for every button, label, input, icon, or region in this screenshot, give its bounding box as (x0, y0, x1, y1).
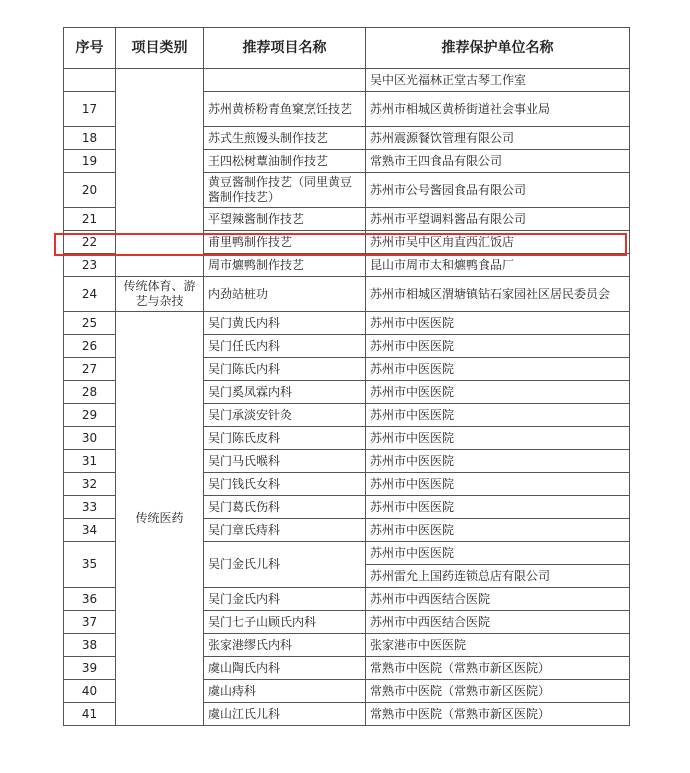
project-name-cell: 吴门金氏内科 (204, 588, 366, 611)
row-number: 26 (64, 335, 116, 358)
protection-unit-cell: 常熟市中医院（常熟市新区医院） (366, 657, 630, 680)
project-name-cell: 虞山痔科 (204, 680, 366, 703)
project-name-cell: 内劲站桩功 (204, 277, 366, 312)
row-number: 32 (64, 473, 116, 496)
row-number: 34 (64, 519, 116, 542)
table-row (64, 277, 630, 312)
row-number: 30 (64, 427, 116, 450)
category-cell: 传统医药 (116, 312, 204, 726)
project-name-cell: 吴门钱氏女科 (204, 473, 366, 496)
protection-unit-cell: 苏州市中医医院 (366, 335, 630, 358)
category-cell: 传统体育、游艺与杂技 (116, 277, 204, 312)
protection-unit-cell: 苏州市平望调料酱品有限公司 (366, 208, 630, 231)
row-number: 28 (64, 381, 116, 404)
row-number: 19 (64, 150, 116, 173)
row-number: 41 (64, 703, 116, 726)
protection-unit-cell: 苏州市中西医结合医院 (366, 588, 630, 611)
protection-unit-cell: 苏州市中西医结合医院 (366, 611, 630, 634)
project-name-cell: 吴门奚凤霖内科 (204, 381, 366, 404)
row-number: 40 (64, 680, 116, 703)
row-number: 38 (64, 634, 116, 657)
protection-unit-cell: 苏州市中医医院 (366, 450, 630, 473)
row-number: 36 (64, 588, 116, 611)
row-number: 35 (64, 542, 116, 588)
protection-unit-cell: 苏州市中医医院 (366, 381, 630, 404)
project-name-cell: 吴门陈氏皮科 (204, 427, 366, 450)
row-number: 22 (64, 231, 116, 254)
protection-unit-cell: 苏州市中医医院 (366, 542, 630, 565)
row-number: 17 (64, 92, 116, 127)
project-name-cell: 吴门章氏痔科 (204, 519, 366, 542)
project-name-cell: 王四松树蕈油制作技艺 (204, 150, 366, 173)
protection-unit-cell: 常熟市王四食品有限公司 (366, 150, 630, 173)
row-number: 21 (64, 208, 116, 231)
heritage-table (63, 27, 630, 726)
protection-unit-cell: 苏州市相城区黄桥街道社会事业局 (366, 92, 630, 127)
project-name-cell: 苏州黄桥粉青鱼窠烹饪技艺 (204, 92, 366, 127)
project-name-cell: 虞山江氏儿科 (204, 703, 366, 726)
category-cell (116, 69, 204, 277)
project-name-cell: 吴门葛氏伤科 (204, 496, 366, 519)
project-name-cell: 苏式生煎馒头制作技艺 (204, 127, 366, 150)
protection-unit-cell: 苏州震源餐饮管理有限公司 (366, 127, 630, 150)
row-number: 23 (64, 254, 116, 277)
project-name-cell: 张家港缪氏内科 (204, 634, 366, 657)
protection-unit-cell: 苏州市吴中区甪直西汇饭店 (366, 231, 630, 254)
protection-unit-cell: 常熟市中医院（常熟市新区医院） (366, 680, 630, 703)
protection-unit-cell: 张家港市中医医院 (366, 634, 630, 657)
project-name-cell: 吴门陈氏内科 (204, 358, 366, 381)
project-name-cell: 吴门金氏儿科 (204, 542, 366, 588)
row-number: 20 (64, 173, 116, 208)
protection-unit-cell: 常熟市中医院（常熟市新区医院） (366, 703, 630, 726)
row-number: 31 (64, 450, 116, 473)
project-name-cell: 甫里鸭制作技艺 (204, 231, 366, 254)
protection-unit-cell: 苏州市中医医院 (366, 519, 630, 542)
protection-unit-cell: 苏州雷允上国药连锁总店有限公司 (366, 565, 630, 588)
row-number (64, 69, 116, 92)
project-name-cell: 吴门承淡安针灸 (204, 404, 366, 427)
project-name-cell: 虞山陶氏内科 (204, 657, 366, 680)
row-number: 37 (64, 611, 116, 634)
protection-unit-cell: 苏州市中医医院 (366, 427, 630, 450)
protection-unit-cell: 苏州市中医医院 (366, 312, 630, 335)
protection-unit-cell: 苏州市公号酱园食品有限公司 (366, 173, 630, 208)
project-name-cell: 吴门马氏喉科 (204, 450, 366, 473)
protection-unit-cell: 苏州市中医医院 (366, 404, 630, 427)
row-number: 25 (64, 312, 116, 335)
row-number: 27 (64, 358, 116, 381)
table-row (64, 312, 630, 335)
row-number: 39 (64, 657, 116, 680)
table-row (64, 69, 630, 92)
project-name-cell: 黄豆酱制作技艺（同里黄豆酱制作技艺） (204, 173, 366, 208)
project-name-cell: 平望辣酱制作技艺 (204, 208, 366, 231)
header-number: 序号 (64, 28, 116, 69)
protection-unit-cell: 苏州市中医医院 (366, 473, 630, 496)
row-number: 29 (64, 404, 116, 427)
row-number: 18 (64, 127, 116, 150)
project-name-cell: 周市爊鸭制作技艺 (204, 254, 366, 277)
row-number: 24 (64, 277, 116, 312)
project-name-cell: 吴门七子山顾氏内科 (204, 611, 366, 634)
header-category: 项目类别 (116, 28, 204, 69)
header-protection-unit: 推荐保护单位名称 (366, 28, 630, 69)
row-number: 33 (64, 496, 116, 519)
protection-unit-cell: 苏州市相城区渭塘镇钻石家园社区居民委员会 (366, 277, 630, 312)
project-name-cell: 吴门任氏内科 (204, 335, 366, 358)
project-name-cell (204, 69, 366, 92)
header-project-name: 推荐项目名称 (204, 28, 366, 69)
protection-unit-cell: 昆山市周市太和爊鸭食品厂 (366, 254, 630, 277)
table-header-row (64, 28, 630, 69)
project-name-cell: 吴门黄氏内科 (204, 312, 366, 335)
protection-unit-cell: 苏州市中医医院 (366, 358, 630, 381)
protection-unit-cell: 吴中区光福林正堂古琴工作室 (366, 69, 630, 92)
protection-unit-cell: 苏州市中医医院 (366, 496, 630, 519)
